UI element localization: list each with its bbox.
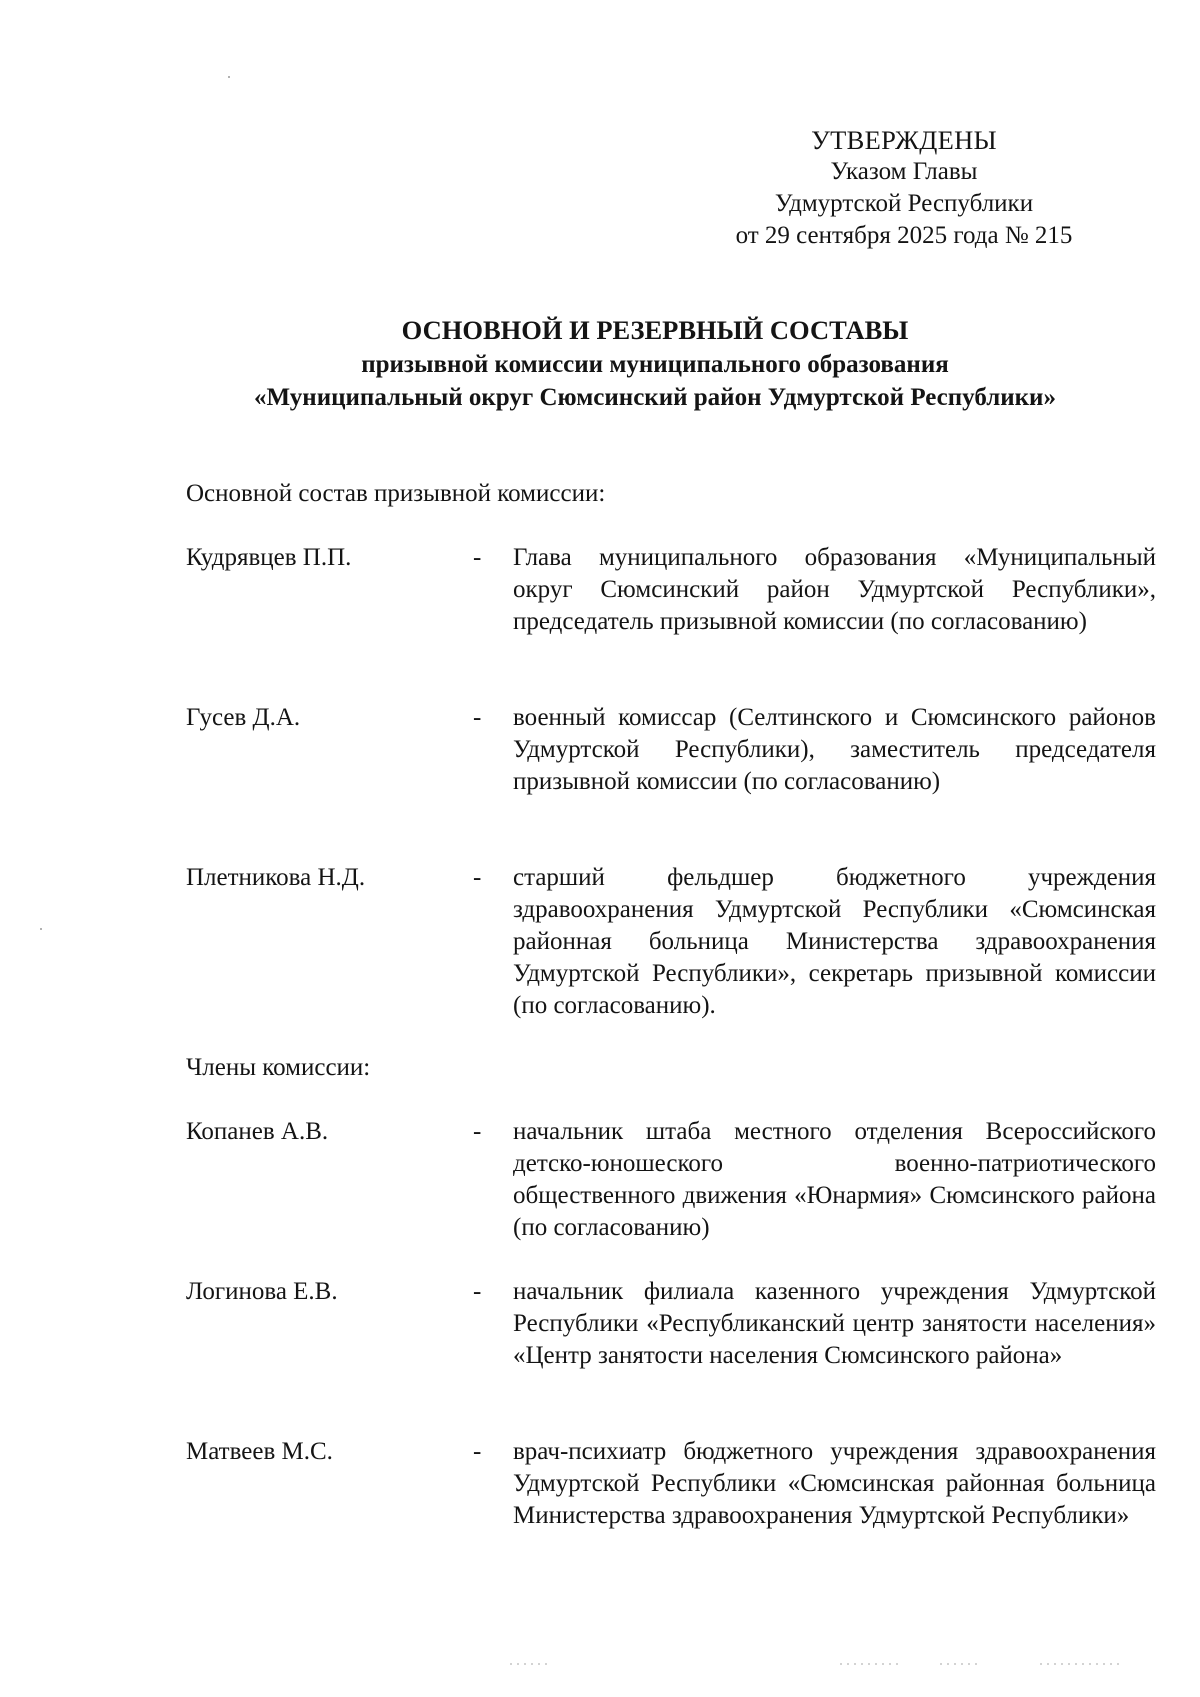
approval-line-2: Удмуртской Республики bbox=[774, 190, 1034, 217]
member-dash: - bbox=[473, 1438, 482, 1465]
document-subtitle-1: призывной комиссии муниципального образования bbox=[361, 351, 949, 378]
member-name: Гусев Д.А. bbox=[186, 704, 301, 731]
scan-specks bbox=[1040, 1663, 1120, 1665]
member-dash: - bbox=[473, 544, 482, 571]
member-description: старший фельдшер бюджетного учреждения здравоохранения Удмуртской Республики «Сюмсинская районная больница Министерства здравоохранения Удмуртской Республики», секретарь призывной комиссии (по согласованию). bbox=[513, 864, 1156, 1019]
member-name: Кудрявцев П.П. bbox=[186, 544, 352, 571]
member-description: Глава муниципального образования «Муниципальный округ Сюмсинский район Удмуртской Республики», председатель призывной комиссии (по согласованию) bbox=[513, 544, 1156, 635]
scan-speck bbox=[228, 76, 230, 78]
member-dash: - bbox=[473, 704, 482, 731]
member-name: Плетникова Н.Д. bbox=[186, 864, 366, 891]
document-title: ОСНОВНОЙ И РЕЗЕРВНЫЙ СОСТАВЫ bbox=[401, 315, 909, 345]
member-name: Копанев А.В. bbox=[186, 1118, 329, 1145]
member-dash: - bbox=[473, 1278, 482, 1305]
approval-line-3: от 29 сентября 2025 года № 215 bbox=[735, 222, 1073, 249]
member-name: Логинова Е.В. bbox=[186, 1278, 338, 1305]
scan-specks bbox=[840, 1663, 900, 1665]
main-section-label: Основной состав призывной комиссии: bbox=[186, 480, 606, 507]
scan-specks bbox=[510, 1663, 550, 1665]
member-dash: - bbox=[473, 1118, 482, 1145]
document-heading bbox=[180, 312, 1130, 414]
member-description: военный комиссар (Селтинского и Сюмсинского районов Удмуртской Республики), заместитель председателя призывной комиссии (по согласованию) bbox=[513, 704, 1156, 795]
approval-title: УТВЕРЖДЕНЫ bbox=[811, 125, 997, 155]
member-name: Матвеев М.С. bbox=[186, 1438, 333, 1465]
member-dash: - bbox=[473, 864, 482, 891]
document-subtitle-2: «Муниципальный округ Сюмсинский район Удмуртской Республики» bbox=[254, 384, 1056, 411]
member-description: начальник штаба местного отделения Всероссийского детско-юношеского военно-патриотического общественного движения «Юнармия» Сюмсинского района (по согласованию) bbox=[513, 1118, 1156, 1241]
member-description: врач-психиатр бюджетного учреждения здравоохранения Удмуртской Республики «Сюмсинская районная больница Министерства здравоохранения Удмуртской Республики» bbox=[513, 1438, 1156, 1529]
scan-speck bbox=[40, 928, 42, 930]
member-description: начальник филиала казенного учреждения Удмуртской Республики «Республиканский центр занятости населения» «Центр занятости населения Сюмсинского района» bbox=[513, 1278, 1156, 1369]
approval-stamp-block bbox=[700, 124, 1108, 252]
approval-line-1: Указом Главы bbox=[830, 158, 978, 185]
scan-specks bbox=[940, 1663, 980, 1665]
members-section-label: Члены комиссии: bbox=[186, 1054, 371, 1081]
